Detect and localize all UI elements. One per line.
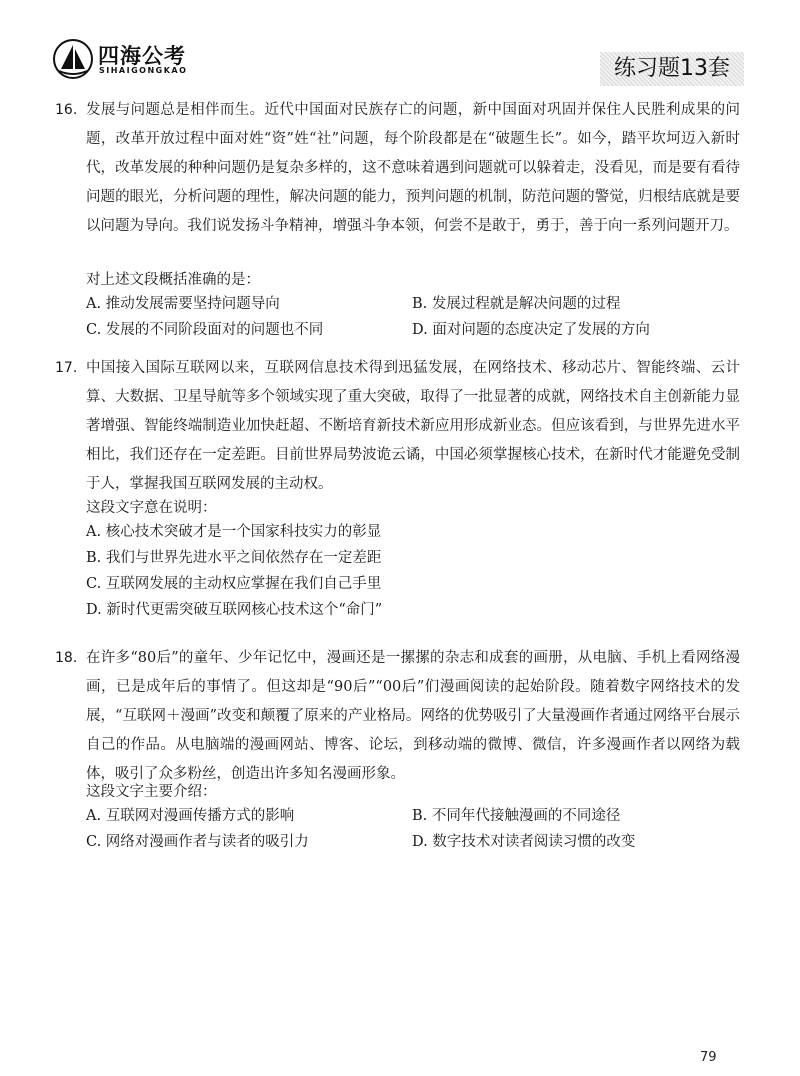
question-prompt: 这段文字主要介绍： (86, 784, 217, 800)
page-header (0, 0, 800, 90)
question-stem: 发展与问题总是相伴而生。近代中国面对民族存亡的问题，新中国面对巩固并保住人民胜利成果的问题，改革开放过程中面对姓“资”姓“社”问题，每个阶段都是在“破题生长”。如今，踏平坎坷迈入新时代，改革发展的种种问题仍是复杂多样的，这不意味着遇到问题就可以躲着走，没看见，而是要有看待问题的眼光，分析问题的理性，解决问题的能力，预判问题的机制，防范问题的警觉，归根结底就是要以问题为导向。我们说发扬斗争精神，增强斗争本领，何尝不是敢于，勇于，善于向一系列问题开刀。 (86, 102, 740, 234)
option-b[interactable]: B. 我们与世界先进水平之间依然存在一定差距 (86, 550, 382, 566)
page-number: 79 (700, 1050, 717, 1065)
option-d[interactable]: D. 数字技术对读者阅读习惯的改变 (412, 834, 636, 850)
option-c[interactable]: C. 互联网发展的主动权应掌握在我们自己手里 (86, 576, 382, 592)
brand-logo (52, 38, 202, 82)
option-b[interactable]: B. 不同年代接触漫画的不同途径 (412, 808, 621, 824)
option-a[interactable]: A. 互联网对漫画传播方式的影响 (86, 808, 295, 824)
logo-chinese-text: 四海公考 (98, 44, 186, 68)
logo-english-text: SIHAIGONGKAO (99, 66, 188, 75)
option-d[interactable]: D. 面对问题的态度决定了发展的方向 (412, 322, 650, 338)
option-c[interactable]: C. 网络对漫画作者与读者的吸引力 (86, 834, 309, 850)
question-prompt: 这段文字意在说明： (86, 500, 217, 516)
question-prompt: 对上述文段概括准确的是： (86, 272, 260, 288)
question-number: 16. (55, 102, 78, 118)
option-a[interactable]: A. 核心技术突破才是一个国家科技实力的彰显 (86, 524, 382, 540)
question-number: 18. (55, 650, 78, 666)
option-c[interactable]: C. 发展的不同阶段面对的问题也不同 (86, 322, 324, 338)
sailboat-logo-icon (52, 38, 94, 80)
question-stem: 中国接入国际互联网以来，互联网信息技术得到迅猛发展，在网络技术、移动芯片、智能终端、云计算、大数据、卫星导航等多个领域实现了重大突破，取得了一批显著的成就，网络技术自主创新能力显著增强、智能终端制造业加快赶超、不断培育新技术新应用形成新业态。但应该看到，与世界先进水平相比，我们还存在一定差距。目前世界局势波诡云谲，中国必须掌握核心技术，在新时代才能避免受制于人，掌握我国互联网发展的主动权。 (86, 360, 740, 492)
question-number: 17. (55, 360, 78, 376)
question-stem: 在许多“80后”的童年、少年记忆中，漫画还是一摞摞的杂志和成套的画册，从电脑、手机上看网络漫画，已是成年后的事情了。但这却是“90后”“00后”们漫画阅读的起始阶段。随着数字网络技术的发展，“互联网＋漫画”改变和颠覆了原来的产业格局。网络的优势吸引了大量漫画作者通过网络平台展示自己的作品。从电脑端的漫画网站、博客、论坛，到移动端的微博、微信，许多漫画作者以网络为载体，吸引了众多粉丝，创造出许多知名漫画形象。 (86, 650, 740, 782)
exercise-set-label: 练习题13套 (600, 52, 744, 86)
option-d[interactable]: D. 新时代更需突破互联网核心技术这个“命门” (86, 602, 383, 618)
option-a[interactable]: A. 推动发展需要坚持问题导向 (86, 296, 280, 312)
option-b[interactable]: B. 发展过程就是解决问题的过程 (412, 296, 621, 312)
